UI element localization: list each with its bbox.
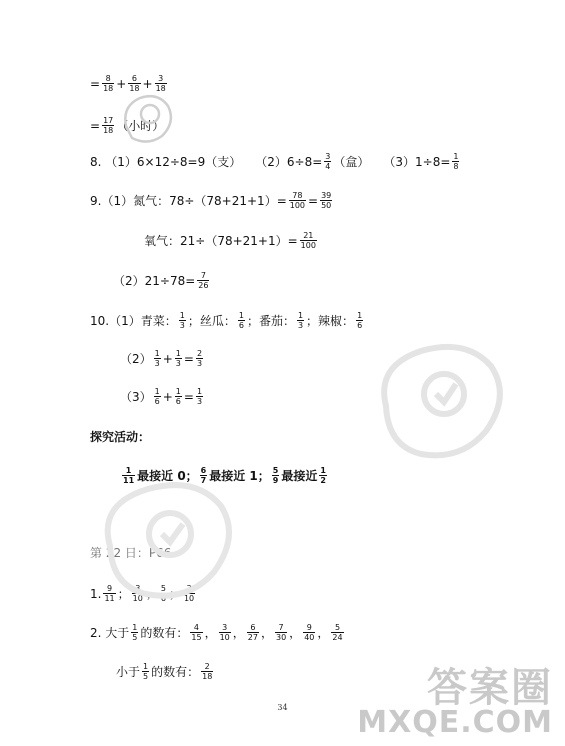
fraction-numerator: 3 (186, 584, 192, 593)
fraction-denominator: 10 (183, 594, 195, 603)
text-segment: 探究活动： (90, 430, 151, 444)
text-segment: + (116, 76, 127, 91)
text-segment: 2. 大于 (90, 626, 130, 640)
text-segment: 9.（1）氮气：78÷（78+21+1）= (90, 194, 287, 208)
text-segment: （小时） (116, 119, 165, 133)
fraction (319, 466, 327, 485)
fraction-denominator: 9 (272, 476, 279, 485)
answer-line (120, 349, 205, 368)
fraction-denominator: 2 (320, 476, 326, 485)
answer-line (90, 584, 197, 603)
fraction-denominator: 6 (175, 397, 181, 406)
fraction-numerator: 9 (107, 584, 113, 593)
fraction-numerator: 7 (278, 623, 284, 632)
fraction-denominator: 3 (154, 359, 160, 368)
fraction-numerator: 9 (306, 623, 312, 632)
fraction-numerator: 1 (238, 311, 244, 320)
text-segment: ， (260, 626, 273, 640)
answer-line (120, 387, 205, 406)
text-segment: 氧气：21÷（78+21+1）= (144, 234, 298, 248)
answer-line (90, 544, 171, 561)
fraction-denominator: 3 (196, 359, 203, 368)
text-segment: （2） (120, 352, 152, 366)
fraction-numerator: 21 (303, 231, 314, 240)
fraction-numerator: 7 (200, 271, 206, 280)
text-segment: 的数有： (151, 665, 200, 679)
text-segment: = (90, 118, 101, 133)
fraction (247, 623, 259, 642)
fraction-denominator: 18 (103, 84, 114, 93)
fraction-denominator: 18 (103, 126, 114, 135)
answer-line (90, 116, 164, 135)
text-segment: 小于 (116, 665, 141, 679)
fraction (196, 387, 203, 406)
fraction (179, 311, 186, 330)
answer-line (90, 74, 169, 93)
fraction-denominator: 3 (196, 397, 203, 406)
text-segment: （2）21÷78= (113, 274, 196, 288)
fraction-denominator: 18 (129, 84, 140, 93)
text-segment: + (162, 389, 173, 404)
fraction-numerator: 6 (250, 623, 256, 632)
fraction-numerator: 6 (131, 74, 137, 83)
text-segment: ； (145, 587, 158, 601)
fraction (219, 623, 231, 642)
fraction-denominator: 8 (453, 162, 459, 171)
fraction (320, 191, 332, 210)
text-segment: = (90, 76, 101, 91)
answer-line (90, 623, 346, 642)
fraction-denominator: 26 (198, 281, 209, 290)
fraction-numerator: 2 (196, 349, 203, 358)
fraction-numerator: 6 (200, 466, 207, 475)
answer-line (116, 662, 215, 681)
answer-line (144, 231, 319, 250)
fraction-denominator: 100 (300, 241, 316, 250)
fraction-numerator: 1 (453, 152, 459, 161)
fraction-numerator: 3 (325, 152, 331, 161)
text-segment: 第 22 日：P66 (90, 546, 172, 560)
fraction (275, 623, 287, 642)
page-number: 34 (277, 703, 288, 712)
text-segment: ， (317, 626, 330, 640)
text-segment: + (142, 76, 153, 91)
fraction (331, 623, 343, 642)
answer-line (90, 311, 365, 330)
text-segment: ， (289, 626, 302, 640)
text-segment: 8. （1）6×12÷8=9（支） (90, 155, 242, 169)
fraction-denominator: 4 (325, 162, 331, 171)
fraction (175, 387, 182, 406)
fraction-numerator: 3 (158, 74, 164, 83)
fraction-numerator: 1 (143, 662, 149, 671)
text-segment: ； (117, 587, 130, 601)
fraction-denominator: 24 (332, 633, 343, 642)
answer-line (90, 191, 334, 210)
fraction (324, 152, 331, 171)
fraction (289, 191, 306, 210)
fraction-denominator: 10 (132, 594, 143, 603)
fraction (155, 74, 167, 93)
fraction (297, 311, 304, 330)
fraction (183, 584, 195, 603)
fraction (175, 349, 182, 368)
fraction-numerator: 5 (160, 584, 166, 593)
text-segment: 1. (90, 586, 102, 601)
text-segment: = (308, 193, 319, 208)
fraction (356, 311, 363, 330)
fraction-denominator: 100 (289, 201, 306, 210)
fraction-denominator: 11 (104, 594, 115, 603)
fraction-numerator: 1 (154, 349, 160, 358)
fraction-numerator: 1 (132, 623, 138, 632)
fraction-numerator: 1 (125, 466, 132, 475)
answer-line (90, 152, 461, 171)
fraction-denominator: 6 (160, 594, 166, 603)
fraction (131, 623, 138, 642)
fraction-numerator: 5 (272, 466, 279, 475)
watermark-en: MXQE.COM (357, 705, 553, 740)
fraction-numerator: 1 (154, 387, 160, 396)
fraction-denominator: 3 (179, 321, 185, 330)
answer-line (113, 271, 211, 290)
fraction (196, 349, 203, 368)
fraction (452, 152, 459, 171)
text-segment: ；丝瓜： (187, 314, 236, 328)
fraction (102, 116, 114, 135)
fraction-denominator: 7 (200, 476, 207, 485)
fraction-numerator: 3 (222, 623, 228, 632)
text-segment: 最接近 (281, 469, 318, 483)
fraction-numerator: 3 (135, 584, 141, 593)
fraction-numerator: 2 (204, 662, 210, 671)
watermark-cn: 答案圈 (427, 665, 553, 711)
fraction-numerator: 17 (103, 116, 114, 125)
fraction-denominator: 5 (143, 672, 149, 681)
text-segment: ； (168, 587, 181, 601)
fraction-denominator: 11 (123, 476, 135, 485)
text-segment: ；番茄： (246, 314, 295, 328)
fraction (303, 623, 315, 642)
fraction (142, 662, 149, 681)
site-watermark (357, 665, 553, 740)
text-segment: = (183, 389, 194, 404)
fraction (190, 623, 202, 642)
fraction-numerator: 1 (297, 311, 304, 320)
fraction-numerator: 4 (193, 623, 200, 632)
fraction-denominator: 6 (238, 321, 244, 330)
fraction (272, 466, 280, 485)
fraction-denominator: 3 (297, 321, 304, 330)
answer-line (90, 428, 150, 445)
text-segment: （盒） (333, 155, 370, 169)
text-segment: （3）1÷8= (383, 155, 451, 169)
fraction (201, 662, 213, 681)
text-segment: （3） (120, 390, 152, 404)
fraction (102, 74, 114, 93)
answer-line (120, 466, 329, 485)
fraction (200, 466, 208, 485)
fraction-numerator: 78 (292, 191, 303, 200)
fraction-denominator: 6 (154, 397, 160, 406)
fraction (128, 74, 140, 93)
fraction (154, 349, 161, 368)
fraction-numerator: 1 (175, 387, 181, 396)
fraction-denominator: 6 (357, 321, 363, 330)
text-segment: ；辣椒： (306, 314, 355, 328)
fraction-denominator: 30 (275, 633, 287, 642)
fraction-numerator: 1 (357, 311, 363, 320)
fraction (160, 584, 167, 603)
fraction-denominator: 15 (191, 633, 202, 642)
fraction (103, 584, 115, 603)
fraction-denominator: 27 (247, 633, 258, 642)
fraction-numerator: 5 (334, 623, 341, 632)
text-segment: （2）6÷8= (255, 155, 323, 169)
stamp-watermark-icon (366, 336, 516, 466)
fraction (238, 311, 245, 330)
fraction-denominator: 18 (202, 672, 213, 681)
fraction-numerator: 39 (321, 191, 332, 200)
fraction (300, 231, 317, 250)
fraction-numerator: 1 (196, 387, 203, 396)
fraction-denominator: 5 (132, 633, 138, 642)
fraction-denominator: 50 (321, 201, 332, 210)
text-segment: + (162, 351, 173, 366)
text-segment: ， (232, 626, 245, 640)
text-segment: 最接近 0； (137, 469, 198, 483)
text-segment: 的数有： (140, 626, 189, 640)
fraction-denominator: 40 (304, 633, 315, 642)
text-segment: 最接近 1； (209, 469, 270, 483)
fraction-numerator: 1 (320, 466, 326, 475)
fraction (122, 466, 135, 485)
text-segment: ， (204, 626, 217, 640)
fraction-denominator: 3 (175, 359, 181, 368)
fraction-numerator: 1 (175, 349, 181, 358)
fraction (154, 387, 161, 406)
text-segment: 10.（1）青菜： (90, 314, 177, 328)
fraction (197, 271, 209, 290)
fraction-numerator: 8 (105, 74, 111, 83)
fraction-denominator: 18 (155, 84, 166, 93)
fraction-denominator: 10 (219, 633, 230, 642)
text-segment: = (183, 351, 194, 366)
fraction (132, 584, 144, 603)
fraction-numerator: 1 (179, 311, 185, 320)
